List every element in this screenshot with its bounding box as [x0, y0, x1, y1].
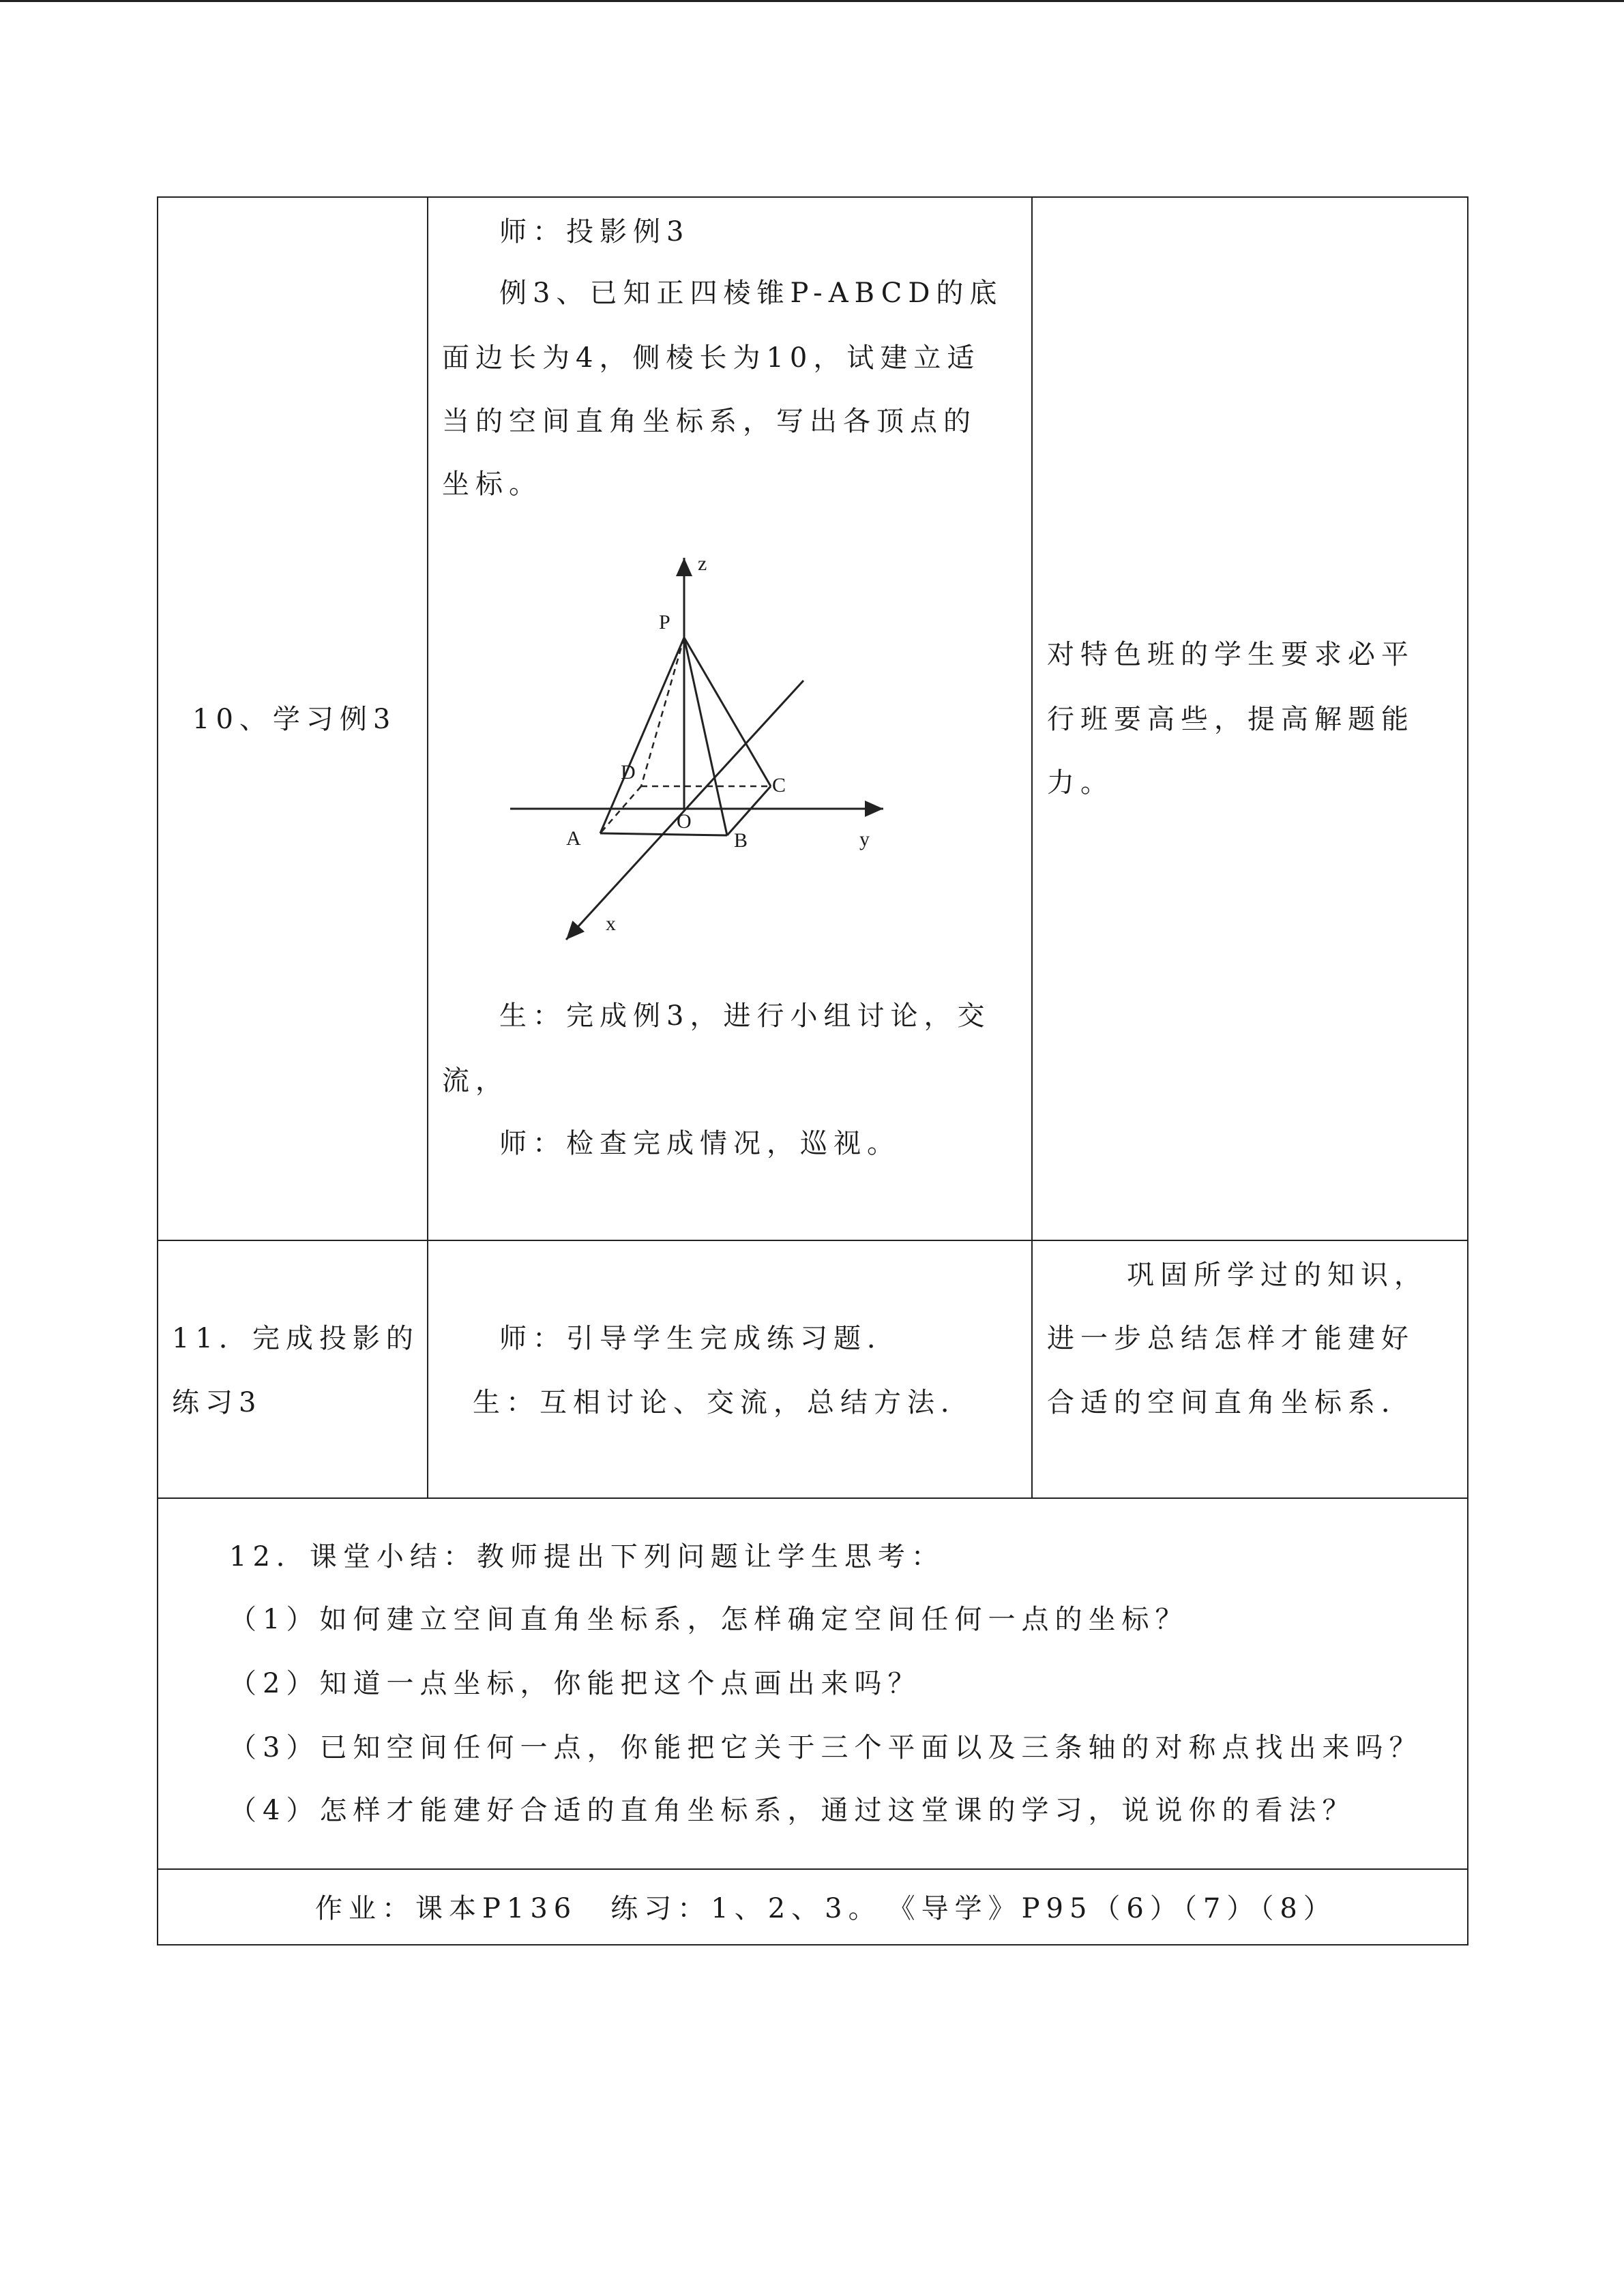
note-line-1: 对特色班的学生要求必平: [1047, 639, 1415, 670]
label-x: x: [606, 912, 616, 935]
exercise-student-line: 生：互相讨论、交流，总结方法．: [473, 1387, 974, 1418]
label-z: z: [698, 552, 707, 575]
problem-line-1: 例3、已知正四棱锥P-ABCD的底: [499, 278, 1003, 309]
summary-question-4: （4）怎样才能建好合适的直角坐标系，通过这堂课的学习，说说你的看法？: [229, 1795, 1356, 1826]
edge-PD-hidden: [641, 638, 684, 786]
edge-AB: [600, 833, 727, 835]
label-A: A: [566, 827, 581, 850]
edge-PA: [600, 638, 684, 833]
label-P: P: [659, 611, 670, 633]
exercise-note-line-2: 进一步总结怎样才能建好: [1047, 1323, 1415, 1354]
step-label-10: 10、学习例3: [192, 704, 397, 735]
label-y: y: [859, 828, 870, 850]
teacher-intro: 师：投影例3: [499, 216, 690, 248]
exercise-note-line-3: 合适的空间直角坐标系．: [1047, 1387, 1415, 1418]
step-label-11-line-1: 11．完成投影的: [172, 1323, 419, 1354]
student-line-1: 生：完成例3，进行小组讨论，交: [499, 1000, 991, 1032]
student-line-2: 流，: [442, 1065, 509, 1097]
edge-BC: [727, 786, 771, 835]
step-label-11-line-2: 练习3: [172, 1387, 263, 1418]
homework-line: 作业：课本P136 练习：1、2、3。 《导学》P95（6）（7）（8）: [315, 1893, 1337, 1924]
summary-title: 12．课堂小结：教师提出下列问题让学生思考：: [229, 1541, 945, 1572]
exercise-teacher-line: 师：引导学生完成练习题．: [499, 1323, 900, 1354]
summary-question-2: （2）知道一点坐标，你能把这个点画出来吗？: [229, 1668, 921, 1699]
summary-question-1: （1）如何建立空间直角坐标系，怎样确定空间任何一点的坐标？: [229, 1604, 1189, 1635]
problem-line-2: 面边长为4，侧棱长为10，试建立适: [442, 342, 981, 374]
label-B: B: [734, 829, 748, 852]
label-C: C: [772, 774, 786, 796]
label-D: D: [621, 761, 636, 784]
label-O: O: [677, 810, 692, 833]
note-line-3: 力。: [1047, 767, 1114, 799]
exercise-note-line-1: 巩固所学过的知识，: [1127, 1259, 1428, 1291]
note-line-2: 行班要高些，提高解题能: [1047, 704, 1415, 735]
teacher-check: 师：检查完成情况，巡视。: [499, 1128, 900, 1159]
problem-line-3: 当的空间直角坐标系，写出各顶点的: [442, 406, 977, 437]
problem-line-4: 坐标。: [442, 468, 542, 500]
edge-PB: [684, 638, 727, 835]
summary-question-3: （3）已知空间任何一点，你能把它关于三个平面以及三条轴的对称点找出来吗？: [229, 1732, 1423, 1763]
